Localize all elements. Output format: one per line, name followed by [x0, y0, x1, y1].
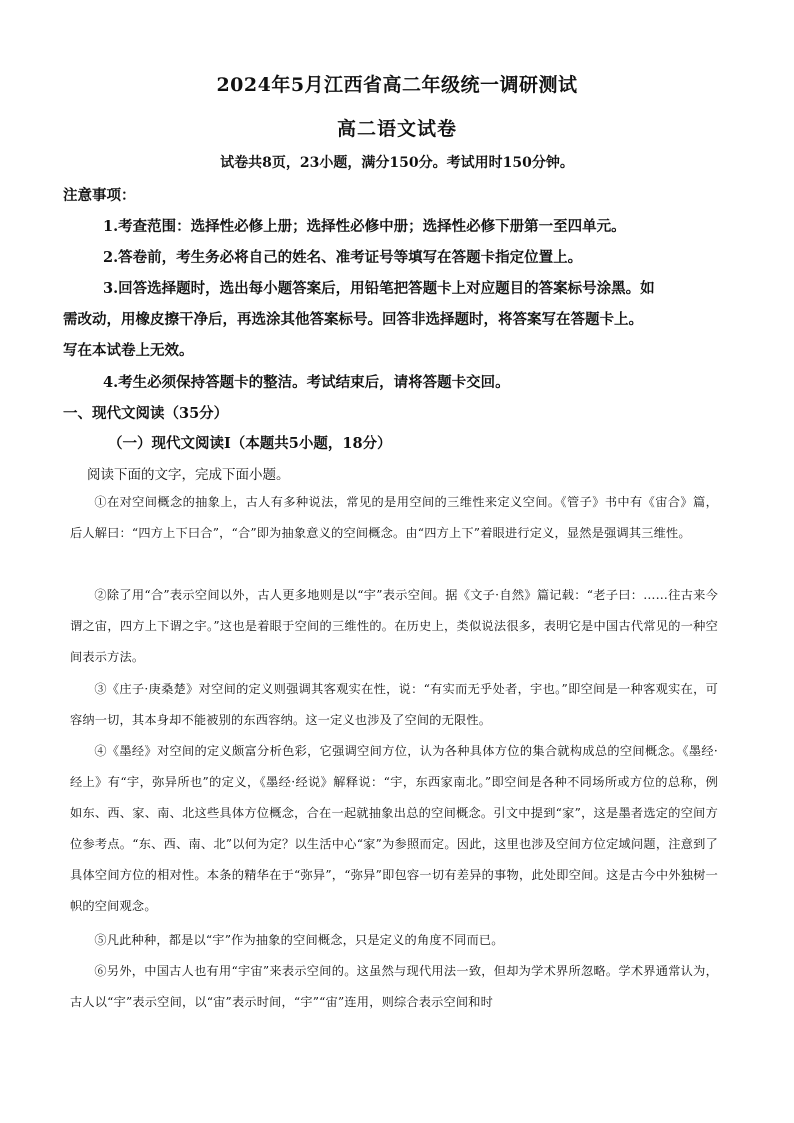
passage-paragraph-1: ①在对空间概念的抽象上，古人有多种说法，常见的是用空间的三维性来定义空间。《管子》书中有《宙合》篇，后人解曰：“四方上下曰合”，“合”即为抽象意义的空间概念。由“四方上下”着眼进行定义，显然是强调其三维性。	[70, 495, 718, 540]
subject-title: 高二语文试卷	[336, 118, 457, 140]
notes-item-1: 1.考查范围：选择性必修上册；选择性必修中册；选择性必修下册第一至四单元。	[103, 218, 626, 235]
passage-paragraph-5: ⑤凡此种种，都是以“宇”作为抽象的空间概念，只是定义的角度不同而已。	[94, 933, 504, 947]
notes-item-3-line-1: 3.回答选择题时，选出每小题答案后，用铅笔把答题卡上对应题目的答案标号涂黑。如	[103, 280, 655, 297]
passage-paragraph-6: ⑥另外，中国古人也有用“宇宙”来表示空间的。这虽然与现代用法一致，但却为学术界所忽略。学术界通常认为，古人以“宇”表示空间，以“宙”表示时间，“宇”“宙”连用，则综合表示空间和时	[70, 964, 718, 1009]
passage-paragraph-4: ④《墨经》对空间的定义颇富分析色彩，它强调空间方位，认为各种具体方位的集合就构成总的空间概念。《墨经·经上》有“宇，弥异所也”的定义，《墨经·经说》解释说：“宇，东西家南北。”即空间是各种不同场所或方位的总称，例如东、西、家、南、北这些具体方位概念，合在一起就抽象出总的空间概念。引文中提到“家”，这是墨者选定的空间方位参考点。“东、西、南、北”以何为定？以生活中心“家”为参照而定。因此，这里也涉及空间方位定域问题，注意到了具体空间方位的相对性。本条的精华在于“弥异”，“弥异”即包容一切有差异的事物，此处即空间。这是古今中外独树一帜的空间观念。	[70, 744, 718, 913]
exam-title: 2024年5月江西省高二年级统一调研测试	[216, 74, 578, 96]
subsection-heading: （一）现代文阅读Ⅰ（本题共5小题，18分）	[108, 435, 392, 452]
notes-heading: 注意事项：	[63, 187, 136, 204]
passage-paragraph-3: ③《庄子·庚桑楚》对空间的定义则强调其客观实在性，说：“有实而无乎处者，宇也。”即空间是一种客观实在，可容纳一切，其本身却不能被别的东西容纳。这一定义也涉及了空间的无限性。	[70, 682, 718, 727]
exam-info: 试卷共8页，23小题，满分150分。考试用时150分钟。	[220, 155, 574, 171]
section-heading: 一、现代文阅读（35分）	[63, 405, 229, 422]
notes-item-4: 4.考生必须保持答题卡的整洁。考试结束后，请将答题卡交回。	[103, 374, 510, 391]
notes-item-3-line-2: 需改动，用橡皮擦干净后，再选涂其他答案标号。回答非选择题时，将答案写在答题卡上。	[63, 311, 643, 328]
reading-instruction: 阅读下面的文字，完成下面小题。	[87, 467, 290, 483]
notes-item-3-line-3: 写在本试卷上无效。	[63, 342, 194, 359]
notes-item-2: 2.答卷前，考生务必将自己的姓名、准考证号等填写在答题卡指定位置上。	[103, 249, 583, 266]
passage-paragraph-2: ②除了用“合”表示空间以外，古人更多地则是以“宇”表示空间。据《文子·自然》篇记载：“老子曰：……往古来今谓之宙，四方上下谓之宇。”这也是着眼于空间的三维性的。在历史上，类似说法很多，表明它是中国古代常见的一种空间表示方法。	[70, 588, 718, 664]
